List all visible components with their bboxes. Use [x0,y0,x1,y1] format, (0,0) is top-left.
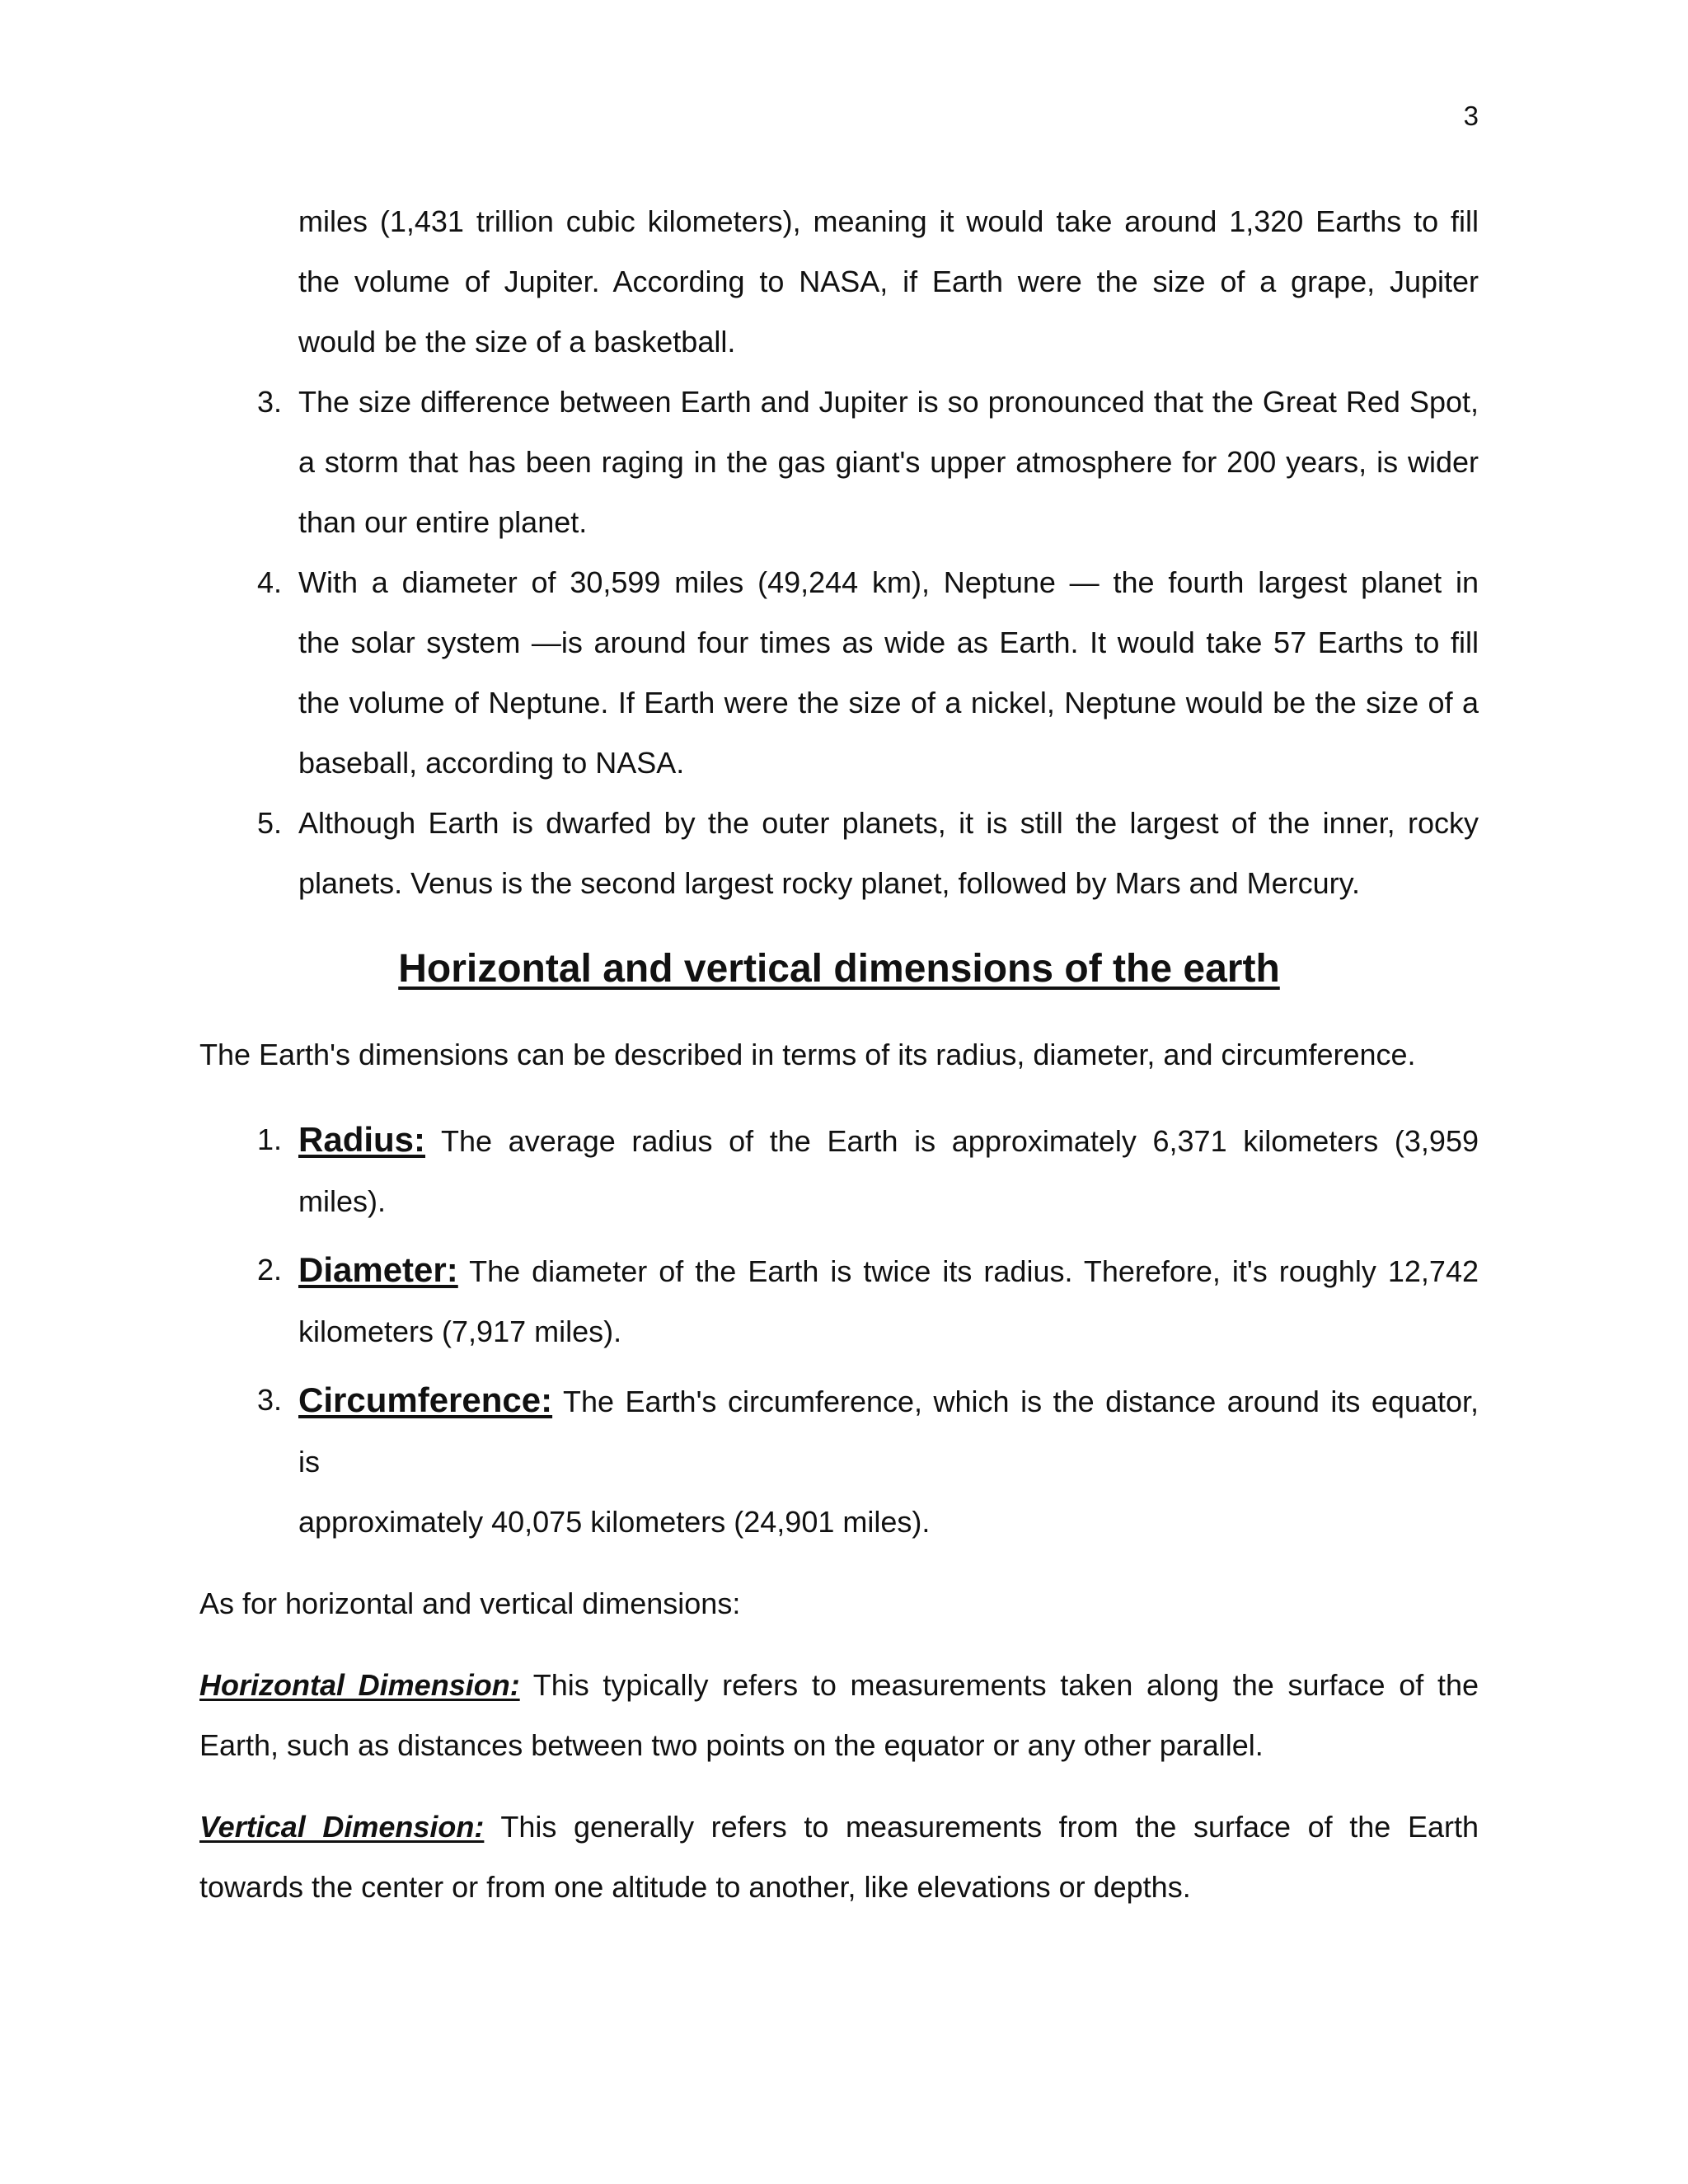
term-label: Horizontal Dimension: [199,1668,520,1702]
list-item [199,793,1479,913]
list-number: 3. [256,385,282,419]
vertical-paragraph [199,1797,1479,1917]
text-line [298,1109,1479,1171]
list-number: 4. [256,565,282,599]
text-line: miles (1,431 trillion cubic kilometers), meaning it would take around 1,320 Earths to fill [298,204,1479,238]
text-line: baseball, according to NASA. [298,746,685,780]
term-text: The average radius of the Earth is approximately 6,371 kilometers (3,959 [425,1124,1479,1158]
term-label: Vertical Dimension: [199,1810,485,1844]
text-line [199,1655,1479,1715]
list-number: 1. [256,1122,282,1156]
list-number: 2. [256,1253,282,1286]
term-text: This typically refers to measurements taken along the surface of the [519,1668,1479,1702]
list-item-radius [199,1109,1479,1231]
text-line: towards the center or from one altitude to another, like elevations or depths. [199,1870,1191,1904]
list-number: 5. [256,806,282,840]
dimensions-list [199,1109,1479,1552]
term-label: Circumference: [298,1380,553,1419]
section-heading: Horizontal and vertical dimensions of the earth [398,947,1280,991]
term-text: The diameter of the Earth is twice its radius. Therefore, it's roughly 12,742 [457,1254,1479,1288]
text-line: than our entire planet. [298,505,588,539]
text-line [298,1240,1479,1301]
continuation-paragraph [199,191,1479,372]
text-line: the volume of Neptune. If Earth were the size of a nickel, Neptune would be the size of a [298,686,1479,719]
text-line: planets. Venus is the second largest rocky planet, followed by Mars and Mercury. [298,866,1360,900]
term-label: Diameter: [298,1250,458,1289]
intro-paragraph: The Earth's dimensions can be described in terms of its radius, diameter, and circumference. [199,1038,1416,1071]
text-line: the volume of Jupiter. According to NASA, if Earth were the size of a grape, Jupiter [298,265,1479,298]
term-text: This generally refers to measurements from the surface of the Earth [484,1810,1479,1844]
horizontal-paragraph [199,1655,1479,1775]
text-line: Although Earth is dwarfed by the outer planets, it is still the largest of the inner, rocky [298,806,1479,840]
text-line: kilometers (7,917 miles). [298,1315,622,1348]
list-item [199,372,1479,552]
list-number: 3. [256,1383,282,1417]
text-line [199,1797,1479,1857]
as-for-paragraph: As for horizontal and vertical dimensions: [199,1586,741,1620]
text-line [298,1370,1479,1492]
term-label: Radius: [298,1120,426,1159]
text-line: With a diameter of 30,599 miles (49,244 km), Neptune — the fourth largest planet in [298,565,1479,599]
text-line: The size difference between Earth and Jupiter is so pronounced that the Great Red Spot, [298,385,1479,419]
page-number: 3 [1463,101,1479,131]
text-line: the solar system —is around four times as wide as Earth. It would take 57 Earths to fill [298,626,1479,659]
text-line: approximately 40,075 kilometers (24,901 miles). [298,1505,931,1539]
list-item-circumference [199,1370,1479,1552]
page-content [199,191,1479,1917]
term-text: The Earth's circumference, which is the distance around its equator, is [298,1385,1479,1479]
list-item [199,552,1479,793]
list-item-diameter [199,1240,1479,1361]
text-line: would be the size of a basketball. [298,325,736,359]
text-line: Earth, such as distances between two points on the equator or any other parallel. [199,1728,1264,1762]
text-line: miles). [298,1184,386,1218]
text-line: a storm that has been raging in the gas giant's upper atmosphere for 200 years, is wider [298,445,1479,479]
